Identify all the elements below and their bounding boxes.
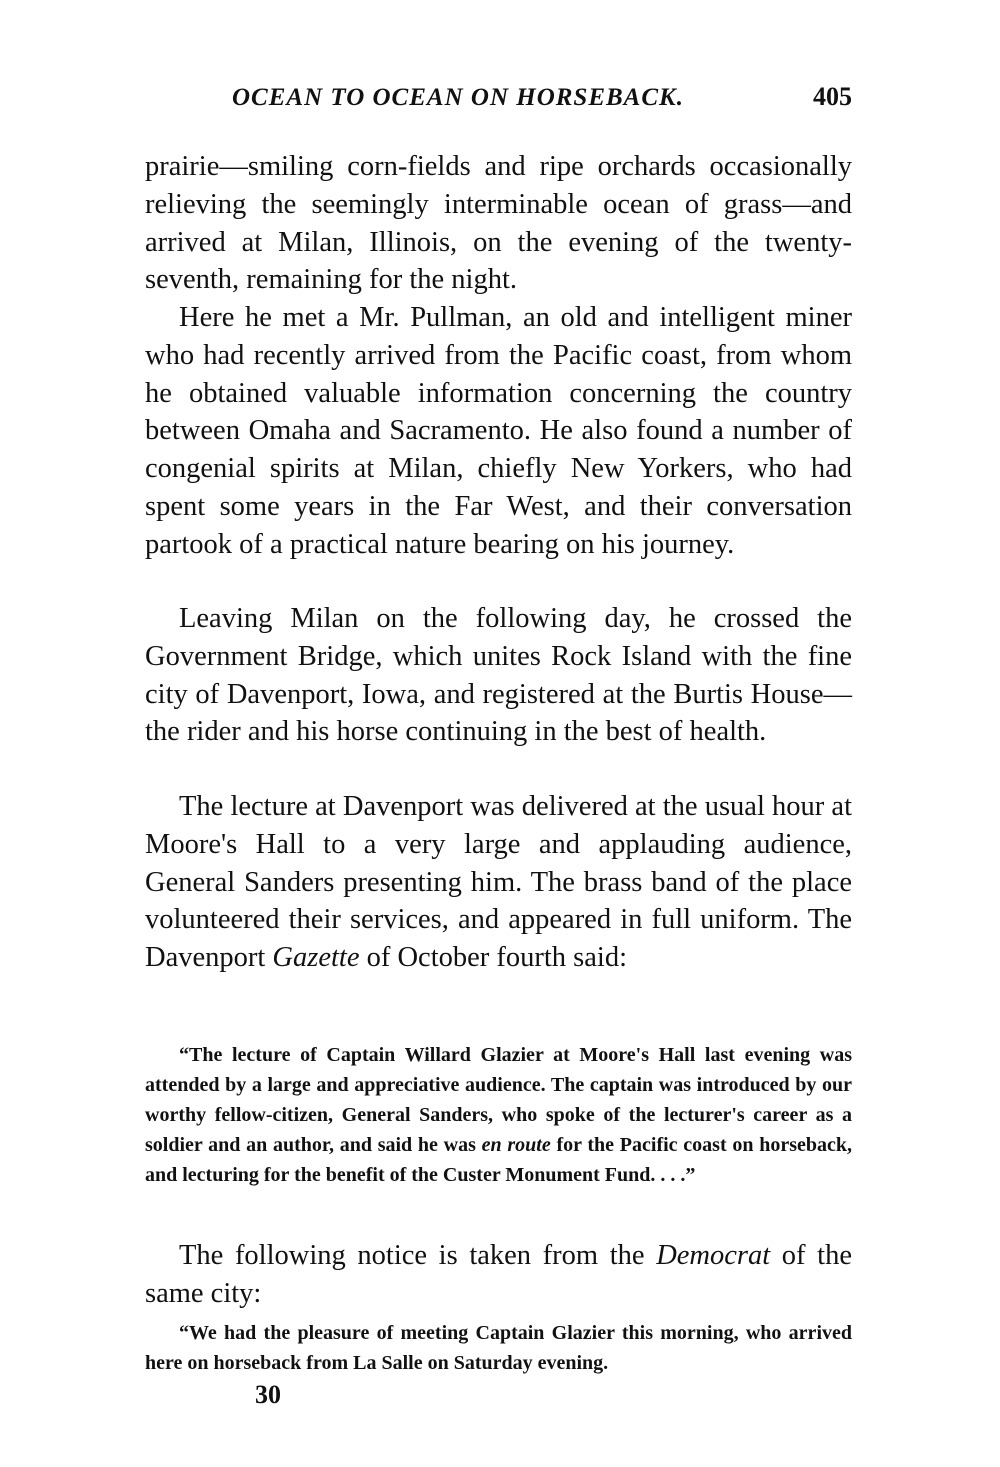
paragraph-text: [145, 1237, 852, 1313]
paragraph-text: prairie—smiling corn-fields and ripe orchards occasionally relieving the seemingly interminable ocean of grass—and arrived at Milan, Illinois, on the evening of the twenty-seventh, remaining for the night.: [145, 151, 852, 296]
paragraph-text: Here he met a Mr. Pullman, an old and intelligent miner who had recently arrived from the Pacific coast, from whom he obtained valuable information concerning the country between Omaha and Sacramento. He also found a number of congenial spirits at Milan, chiefly New Yorkers, who had spent some years in the Far West, and their conversation partook of a practical nature bearing on his journey.: [145, 302, 852, 560]
page-header: [232, 82, 852, 112]
paragraph-lecture-davenport: [145, 788, 852, 977]
block-quote-democrat: [145, 1318, 852, 1378]
running-title: OCEAN TO OCEAN ON HORSEBACK.: [232, 84, 684, 111]
text-segment: of October fourth said:: [359, 942, 627, 974]
newspaper-title: Democrat: [656, 1240, 771, 1271]
paragraph-text: Leaving Milan on the following day, he crossed the Government Bridge, which unites Rock Island with the fine city of Davenport, Iowa, and registered at the Burtis House—the rider and his horse continuing in the best of health.: [145, 603, 852, 748]
signature-mark: 30: [255, 1380, 281, 1409]
text-segment: “The lecture of Captain Willard Glazier at Moore's Hall last evening was attended by a large and appreciative audience. The captain was introduced by our worthy fellow-citizen, General Sanders, who spoke of the lecturer's career as a soldier and an author, and said he was: [145, 1044, 852, 1156]
italic-phrase: en route: [481, 1134, 551, 1156]
quote-text: [145, 1040, 852, 1190]
paragraph-pullman: [145, 299, 852, 564]
newspaper-title: Gazette: [272, 942, 360, 974]
text-segment: The following notice is taken from the: [179, 1240, 657, 1271]
quote-text: “We had the pleasure of meeting Captain Glazier this morning, who arrived here on horseback from La Salle on Saturday evening.: [145, 1322, 852, 1374]
paragraph-text: [145, 788, 852, 977]
paragraph-democrat-notice: [145, 1237, 852, 1313]
text-segment: of the same city:: [145, 1240, 853, 1309]
page-number: 405: [813, 82, 852, 111]
text-segment: The lecture at Davenport was delivered at the usual hour at Moore's Hall to a very large and applauding audience, General Sanders presenting him. The brass band of the place volunteered their services, and appeared in full uniform. The Davenport: [145, 791, 852, 974]
paragraph-continuation: [145, 148, 852, 299]
block-quote-gazette: [145, 1040, 852, 1190]
text-segment: for the Pacific coast on horseback, and lecturing for the benefit of the Custer Monument Fund. . . .”: [145, 1134, 852, 1186]
paragraph-leaving-milan: [145, 600, 852, 751]
